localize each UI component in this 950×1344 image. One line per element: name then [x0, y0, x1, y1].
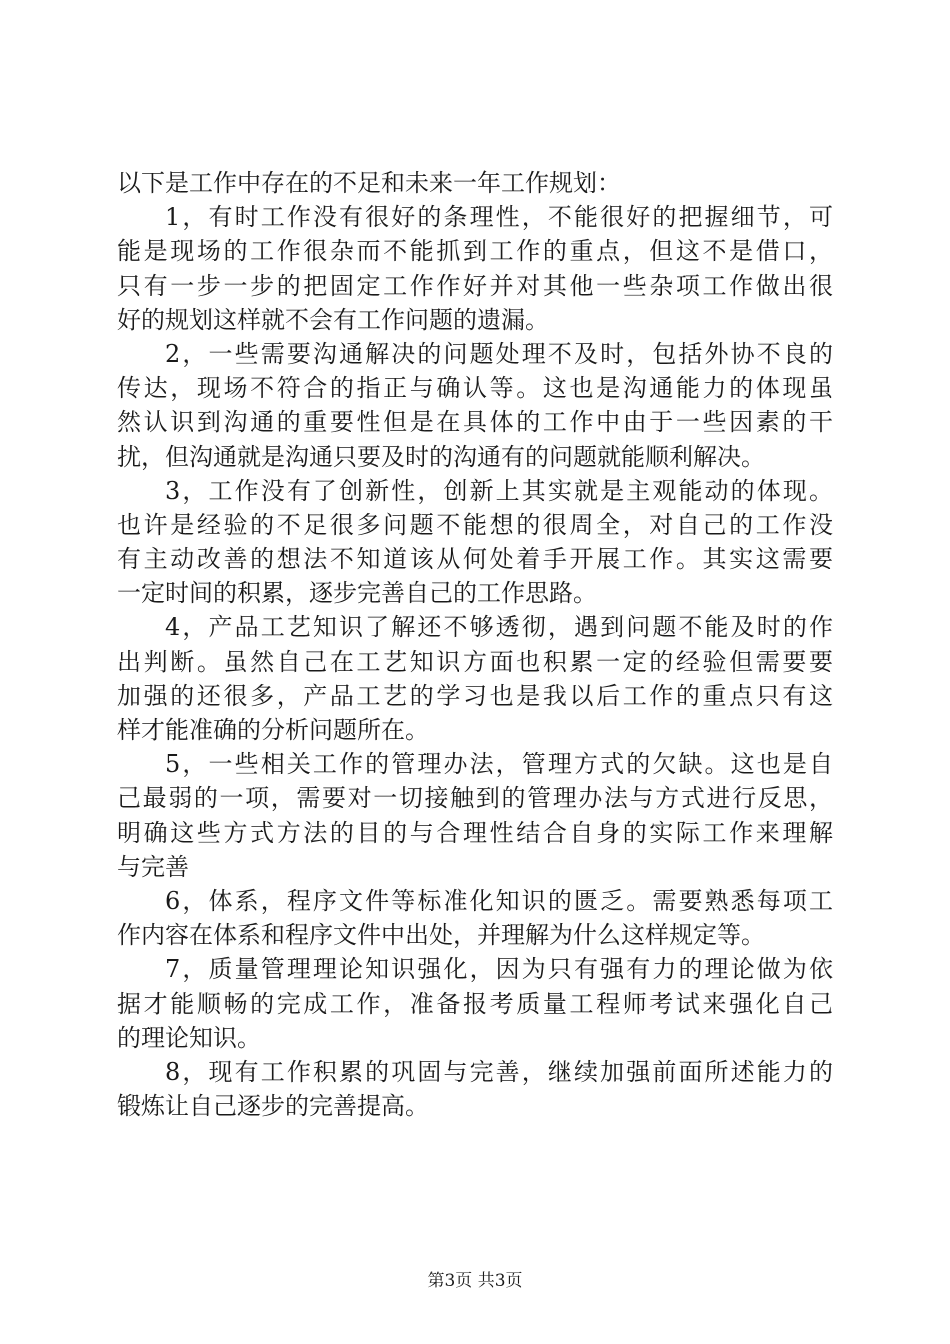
paragraph-3 — [117, 474, 833, 611]
paragraph-line: 3，工作没有了创新性，创新上其实就是主观能动的体现。 — [165, 476, 833, 505]
paragraph-line: 2，一些需要沟通解决的问题处理不及时，包括外协不良的 — [165, 339, 833, 368]
paragraph-2 — [117, 337, 833, 474]
paragraph-line: 扰，但沟通就是沟通只要及时的沟通有的问题就能顺利解决。 — [117, 442, 765, 471]
paragraph-line: 也许是经验的不足很多问题不能想的很周全，对自己的工作没 — [117, 510, 833, 539]
document-body — [117, 166, 833, 1123]
paragraph-line: 明确这些方式方法的目的与合理性结合自身的实际工作来理解 — [117, 818, 833, 847]
paragraph-7 — [117, 952, 833, 1055]
paragraph-line: 有主动改善的想法不知道该从何处着手开展工作。其实这需要 — [117, 545, 833, 574]
intro-line: 以下是工作中存在的不足和未来一年工作规划： — [117, 169, 621, 197]
paragraph-line: 一定时间的积累，逐步完善自己的工作思路。 — [117, 579, 597, 608]
paragraph-4 — [117, 610, 833, 747]
paragraph-line: 好的规划这样就不会有工作问题的遗漏。 — [117, 305, 549, 334]
paragraph-line: 传达，现场不符合的指正与确认等。这也是沟通能力的体现虽 — [117, 374, 833, 403]
paragraph-line: 8，现有工作积累的巩固与完善，继续加强前面所述能力的 — [165, 1057, 833, 1086]
paragraph-line: 出判断。虽然自己在工艺知识方面也积累一定的经验但需要要 — [117, 647, 833, 676]
paragraph-1 — [117, 200, 833, 337]
page-footer: 第3页 共3页 — [427, 1271, 523, 1291]
paragraph-5 — [117, 747, 833, 884]
paragraph-line: 然认识到沟通的重要性但是在具体的工作中由于一些因素的干 — [117, 408, 833, 437]
paragraph-line: 据才能顺畅的完成工作，准备报考质量工程师考试来强化自己 — [117, 989, 833, 1018]
paragraph-line: 加强的还很多，产品工艺的学习也是我以后工作的重点只有这 — [117, 681, 833, 710]
paragraph-line: 与完善 — [117, 852, 189, 881]
paragraph-line: 己最弱的一项，需要对一切接触到的管理办法与方式进行反思， — [117, 784, 833, 813]
paragraph-line: 7，质量管理理论知识强化，因为只有强有力的理论做为依 — [165, 955, 833, 984]
paragraph-line: 样才能准确的分析问题所在。 — [117, 716, 429, 744]
paragraph-line: 的理论知识。 — [117, 1023, 261, 1052]
paragraph-line: 只有一步一步的把固定工作作好并对其他一些杂项工作做出很 — [117, 271, 833, 300]
paragraph-line: 4，产品工艺知识了解还不够透彻，遇到问题不能及时的作 — [165, 613, 833, 642]
paragraph-line: 1，有时工作没有很好的条理性，不能很好的把握细节，可 — [165, 203, 833, 232]
paragraph-line: 5，一些相关工作的管理办法，管理方式的欠缺。这也是自 — [165, 750, 833, 779]
paragraph-line: 作内容在体系和程序文件中出处，并理解为什么这样规定等。 — [117, 921, 765, 950]
paragraph-line: 锻炼让自己逐步的完善提高。 — [117, 1092, 429, 1121]
paragraph-line: 6，体系，程序文件等标准化知识的匮乏。需要熟悉每项工 — [165, 886, 833, 915]
paragraph-8 — [117, 1055, 833, 1123]
paragraph-line: 能是现场的工作很杂而不能抓到工作的重点，但这不是借口， — [117, 237, 833, 266]
paragraph-6 — [117, 884, 833, 952]
